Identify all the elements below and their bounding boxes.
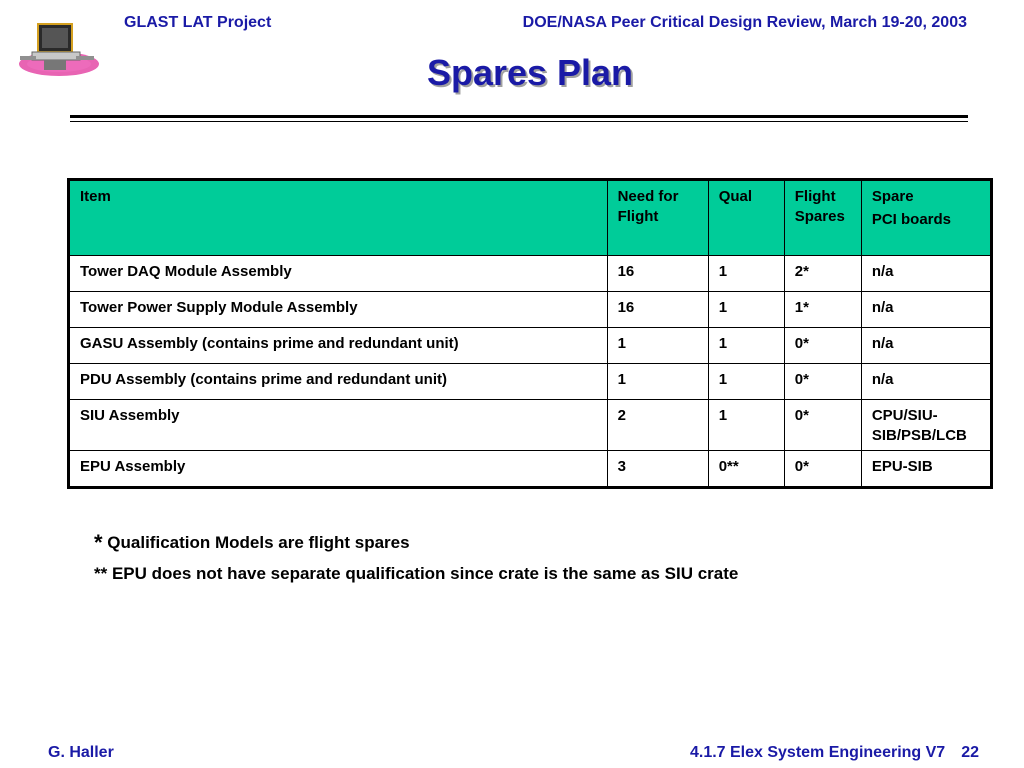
cell-qual: 1: [708, 400, 784, 451]
cell-flight-spares: 0*: [784, 451, 861, 488]
title-divider-thick: [70, 115, 968, 118]
cell-qual: 0**: [708, 451, 784, 488]
header-spare-pci-boards: [861, 180, 991, 256]
cell-qual: 1: [708, 364, 784, 400]
header-need-for-flight: Need for Flight: [607, 180, 708, 256]
cell-spare: n/a: [861, 328, 991, 364]
footnote-epu: ** EPU does not have separate qualification since crate is the same as SIU crate: [94, 564, 739, 583]
header-project: GLAST LAT Project: [124, 14, 272, 31]
table-row: [69, 400, 992, 451]
cell-qual: 1: [708, 292, 784, 328]
cell-need: 1: [607, 328, 708, 364]
cell-flight-spares: 1*: [784, 292, 861, 328]
title-divider-thin: [70, 121, 968, 122]
footnote-qualification: [94, 530, 410, 556]
footnote-qualification-text: Qualification Models are flight spares: [107, 533, 410, 552]
cell-flight-spares: 0*: [784, 328, 861, 364]
cell-spare: CPU/SIU-SIB/PSB/LCB: [861, 400, 991, 451]
page-title: Spares Plan: [426, 52, 634, 93]
header-review: DOE/NASA Peer Critical Design Review, March 19-20, 2003: [522, 14, 967, 31]
footer-section: [690, 744, 979, 762]
footer-section-title: 4.1.7 Elex System Engineering V7: [689, 744, 946, 761]
cell-qual: 1: [708, 328, 784, 364]
cell-item: EPU Assembly: [69, 451, 608, 488]
cell-item: GASU Assembly (contains prime and redundant unit): [69, 328, 608, 364]
cell-flight-spares: 0*: [784, 400, 861, 451]
table-header-row: [69, 180, 992, 256]
header-item: Item: [69, 180, 608, 256]
cell-item: Tower Power Supply Module Assembly: [69, 292, 608, 328]
cell-flight-spares: 0*: [784, 364, 861, 400]
cell-spare: n/a: [861, 364, 991, 400]
table-row: [69, 364, 992, 400]
spares-table: [67, 178, 993, 489]
footer-author: G. Haller: [48, 744, 114, 761]
cell-item: SIU Assembly: [69, 400, 608, 451]
cell-need: 1: [607, 364, 708, 400]
cell-item: Tower DAQ Module Assembly: [69, 256, 608, 292]
header-flight-spares: Flight Spares: [784, 180, 861, 256]
cell-need: 16: [607, 292, 708, 328]
cell-spare: n/a: [861, 256, 991, 292]
cell-qual: 1: [708, 256, 784, 292]
cell-spare: n/a: [861, 292, 991, 328]
cell-flight-spares: 2*: [784, 256, 861, 292]
page-number: 22: [961, 744, 979, 761]
cell-item: PDU Assembly (contains prime and redundant unit): [69, 364, 608, 400]
header-spare-line2: PCI boards: [871, 211, 952, 228]
footnote-star: *: [94, 530, 103, 555]
cell-spare: EPU-SIB: [861, 451, 991, 488]
header-qual: Qual: [708, 180, 784, 256]
table-row: [69, 451, 992, 488]
table-row: [69, 256, 992, 292]
table-row: [69, 292, 992, 328]
cell-need: 3: [607, 451, 708, 488]
header-spare-line1: Spare: [871, 188, 914, 205]
cell-need: 16: [607, 256, 708, 292]
cell-need: 2: [607, 400, 708, 451]
table-row: [69, 328, 992, 364]
